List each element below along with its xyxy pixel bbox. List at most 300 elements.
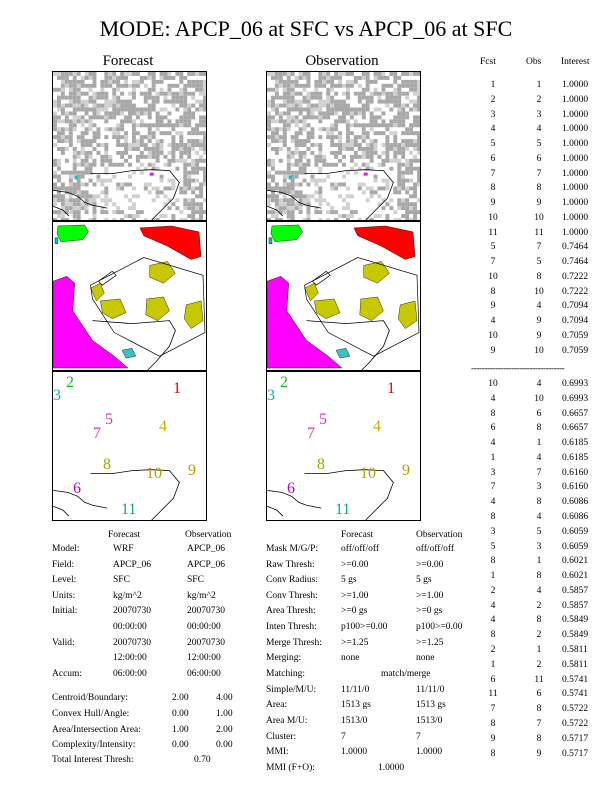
raw-field-cell bbox=[283, 183, 287, 187]
info-fcst-value: WRF bbox=[113, 544, 134, 554]
raw-field-cell bbox=[152, 108, 156, 112]
raw-field-cell bbox=[164, 186, 168, 190]
raw-field-cell bbox=[89, 119, 93, 123]
raw-field-cell bbox=[53, 135, 57, 139]
raw-field-cell bbox=[183, 100, 187, 104]
raw-field-cell bbox=[136, 123, 140, 127]
raw-field-cell bbox=[322, 111, 326, 115]
raw-field-cell bbox=[413, 194, 417, 198]
raw-field-cell bbox=[152, 151, 156, 155]
raw-field-cell bbox=[385, 84, 389, 88]
raw-field-cell bbox=[314, 88, 318, 92]
raw-field-cell bbox=[124, 159, 128, 163]
raw-field-cell bbox=[77, 108, 81, 112]
raw-field-cell bbox=[362, 131, 366, 135]
raw-field-cell bbox=[57, 159, 61, 163]
raw-field-cell bbox=[295, 76, 299, 80]
raw-field-cell bbox=[144, 76, 148, 80]
raw-field-cell bbox=[199, 84, 203, 88]
raw-field-cell bbox=[171, 92, 175, 96]
raw-field-cell bbox=[405, 171, 409, 175]
raw-field-cell bbox=[310, 175, 314, 179]
raw-field-cell bbox=[389, 131, 393, 135]
raw-field-cell bbox=[295, 123, 299, 127]
raw-field-cell bbox=[152, 72, 156, 76]
raw-field-cell bbox=[183, 88, 187, 92]
raw-field-cell bbox=[124, 76, 128, 80]
raw-field-cell bbox=[73, 218, 77, 220]
raw-field-cell bbox=[132, 202, 136, 206]
object-id-label: 9 bbox=[402, 462, 410, 479]
raw-field-cell bbox=[358, 92, 362, 96]
raw-field-cell bbox=[362, 155, 366, 159]
raw-field-cell bbox=[183, 108, 187, 112]
raw-field-cell bbox=[57, 115, 61, 119]
raw-field-cell bbox=[299, 72, 303, 76]
raw-field-cell bbox=[199, 210, 203, 214]
raw-field-cell bbox=[81, 119, 85, 123]
raw-field-cell bbox=[303, 84, 307, 88]
raw-field-cell bbox=[156, 155, 160, 159]
raw-field-cell bbox=[330, 183, 334, 187]
raw-field-cell bbox=[152, 155, 156, 159]
raw-field-cell bbox=[378, 131, 382, 135]
raw-field-cell bbox=[77, 139, 81, 143]
matching-value: match/merge bbox=[381, 669, 431, 679]
raw-field-cell bbox=[120, 127, 124, 131]
info-obs-value: APCP_06 bbox=[187, 560, 226, 570]
table-row bbox=[474, 496, 612, 511]
raw-field-cell bbox=[271, 198, 275, 202]
raw-field-cell bbox=[405, 206, 409, 210]
raw-field-cell bbox=[156, 127, 160, 131]
table-cell-fcst: 4 bbox=[490, 615, 496, 626]
mmi-fo-label: MMI (F+O): bbox=[266, 763, 315, 773]
raw-field-cell bbox=[267, 100, 271, 104]
raw-field-cell bbox=[85, 194, 89, 198]
raw-field-cell bbox=[140, 163, 144, 167]
raw-field-cell bbox=[85, 131, 89, 135]
raw-field-cell bbox=[307, 108, 311, 112]
table-cell-fcst: 5 bbox=[490, 541, 496, 552]
raw-field-cell bbox=[291, 100, 295, 104]
table-cell-interest: 0.6657 bbox=[562, 423, 589, 434]
raw-field-cell bbox=[203, 171, 206, 175]
raw-field-cell bbox=[128, 119, 132, 123]
raw-field-cell bbox=[314, 159, 318, 163]
raw-field-cell bbox=[93, 183, 97, 187]
raw-field-cell bbox=[108, 76, 112, 80]
table-cell-interest: 0.6021 bbox=[562, 571, 589, 582]
raw-field-cell bbox=[85, 108, 89, 112]
raw-field-cell bbox=[326, 210, 330, 214]
raw-field-cell bbox=[287, 100, 291, 104]
raw-field-cell bbox=[287, 72, 291, 76]
raw-field-cell bbox=[120, 108, 124, 112]
table-cell-obs: 4 bbox=[536, 379, 542, 389]
raw-field-cell bbox=[271, 147, 275, 151]
raw-field-cell bbox=[183, 84, 187, 88]
raw-field-cell bbox=[287, 151, 291, 155]
raw-field-cell bbox=[267, 218, 271, 220]
raw-field-cell bbox=[156, 190, 160, 194]
table-cell-fcst: 7 bbox=[490, 168, 496, 179]
raw-field-cell bbox=[187, 72, 191, 76]
raw-field-cell bbox=[271, 96, 275, 100]
raw-field-cell bbox=[175, 143, 179, 147]
table-cell-obs: 8 bbox=[536, 423, 542, 434]
raw-field-cell bbox=[104, 84, 108, 88]
raw-field-cell bbox=[287, 218, 291, 220]
table-cell-obs: 6 bbox=[536, 689, 542, 700]
raw-field-cell bbox=[144, 92, 148, 96]
raw-field-cell bbox=[338, 115, 342, 119]
raw-field-cell bbox=[53, 218, 57, 220]
raw-field-cell bbox=[57, 72, 61, 76]
raw-field-cell bbox=[132, 131, 136, 135]
raw-field-cell bbox=[53, 100, 57, 104]
raw-field-cell bbox=[69, 139, 73, 143]
raw-field-cell bbox=[104, 186, 108, 190]
raw-field-cell bbox=[61, 183, 65, 187]
raw-field-cell bbox=[140, 80, 144, 84]
raw-field-cell bbox=[191, 202, 195, 206]
raw-field-cell bbox=[350, 131, 354, 135]
raw-field-cell bbox=[61, 131, 65, 135]
raw-field-cell bbox=[362, 147, 366, 151]
table-row bbox=[474, 408, 612, 423]
raw-field-cell bbox=[128, 198, 132, 202]
raw-field-cell bbox=[187, 171, 191, 175]
raw-field-cell bbox=[291, 84, 295, 88]
raw-field-cell bbox=[370, 186, 374, 190]
object-id-label: 5 bbox=[319, 411, 327, 428]
raw-field-cell bbox=[53, 88, 57, 92]
raw-field-cell bbox=[389, 72, 393, 76]
raw-field-cell bbox=[69, 198, 73, 202]
raw-field-cell bbox=[307, 214, 311, 218]
raw-field-cell bbox=[287, 214, 291, 218]
object-id-label: 7 bbox=[93, 425, 101, 442]
raw-field-cell bbox=[283, 179, 287, 183]
object-id-label: 8 bbox=[317, 456, 325, 473]
raw-field-cell bbox=[283, 88, 287, 92]
raw-field-cell bbox=[93, 92, 97, 96]
raw-field-cell bbox=[152, 76, 156, 80]
raw-field-cell bbox=[69, 183, 73, 187]
raw-field-cell bbox=[401, 147, 405, 151]
object-1 bbox=[140, 226, 201, 260]
raw-field-cell bbox=[164, 96, 168, 100]
raw-field-cell bbox=[53, 143, 57, 147]
raw-field-cell bbox=[275, 80, 279, 84]
raw-field-cell bbox=[350, 108, 354, 112]
raw-field-cell bbox=[104, 76, 108, 80]
table-row bbox=[474, 748, 612, 763]
raw-field-cell bbox=[112, 175, 116, 179]
raw-field-cell bbox=[112, 218, 116, 220]
object-8 bbox=[100, 299, 126, 319]
raw-field-cell bbox=[322, 80, 326, 84]
raw-field-cell bbox=[350, 210, 354, 214]
raw-field-cell bbox=[100, 115, 104, 119]
raw-field-cell bbox=[314, 108, 318, 112]
raw-field-cell bbox=[69, 84, 73, 88]
raw-field-cell bbox=[93, 210, 97, 214]
raw-field-cell bbox=[171, 147, 175, 151]
object-id-label: 8 bbox=[103, 456, 111, 473]
raw-field-cell bbox=[283, 139, 287, 143]
raw-field-cell bbox=[417, 179, 420, 183]
raw-field-cell bbox=[330, 206, 334, 210]
table-row bbox=[474, 452, 612, 467]
raw-field-cell bbox=[275, 72, 279, 76]
raw-field-cell bbox=[136, 214, 140, 218]
raw-field-cell bbox=[370, 151, 374, 155]
raw-field-cell bbox=[342, 143, 346, 147]
raw-field-cell bbox=[275, 104, 279, 108]
raw-field-cell bbox=[104, 151, 108, 155]
raw-field-cell bbox=[405, 214, 409, 218]
raw-field-cell bbox=[314, 80, 318, 84]
raw-field-cell bbox=[85, 72, 89, 76]
raw-field-cell bbox=[381, 151, 385, 155]
raw-field-cell bbox=[187, 147, 191, 151]
table-cell-obs: 8 bbox=[536, 733, 542, 744]
raw-field-cell bbox=[148, 135, 152, 139]
raw-field-cell bbox=[299, 100, 303, 104]
raw-field-cell bbox=[57, 210, 61, 214]
raw-field-cell bbox=[275, 88, 279, 92]
raw-field-cell bbox=[279, 218, 283, 220]
raw-field-cell bbox=[183, 104, 187, 108]
raw-field-cell bbox=[303, 119, 307, 123]
raw-field-cell bbox=[287, 108, 291, 112]
raw-field-cell bbox=[85, 84, 89, 88]
raw-field-cell bbox=[183, 175, 187, 179]
raw-field-cell bbox=[303, 127, 307, 131]
raw-field-cell bbox=[199, 155, 203, 159]
table-cell-fcst: 1 bbox=[490, 659, 496, 670]
raw-field-cell bbox=[77, 88, 81, 92]
raw-field-cell bbox=[85, 198, 89, 202]
object-id-label: 1 bbox=[387, 380, 395, 397]
raw-field-cell bbox=[417, 151, 420, 155]
raw-field-cell bbox=[85, 111, 89, 115]
raw-field-cell bbox=[112, 210, 116, 214]
raw-field-cell bbox=[338, 194, 342, 198]
raw-field-cell bbox=[405, 163, 409, 167]
raw-field-cell bbox=[370, 139, 374, 143]
raw-field-cell bbox=[152, 147, 156, 151]
raw-field-cell bbox=[370, 127, 374, 131]
raw-field-cell bbox=[148, 88, 152, 92]
raw-field-cell bbox=[136, 111, 140, 115]
raw-field-cell bbox=[338, 159, 342, 163]
raw-field-cell bbox=[112, 202, 116, 206]
table-row bbox=[474, 674, 612, 689]
raw-field-cell bbox=[279, 159, 283, 163]
raw-field-cell bbox=[116, 76, 120, 80]
raw-field-cell bbox=[199, 183, 203, 187]
raw-field-cell bbox=[389, 100, 393, 104]
raw-field-cell bbox=[275, 147, 279, 151]
raw-field-cell bbox=[120, 210, 124, 214]
raw-field-cell bbox=[136, 131, 140, 135]
raw-field-cell bbox=[409, 159, 413, 163]
raw-field-cell bbox=[322, 104, 326, 108]
raw-field-cell bbox=[136, 108, 140, 112]
raw-field-cell bbox=[156, 119, 160, 123]
raw-field-cell bbox=[283, 100, 287, 104]
raw-field-cell bbox=[77, 100, 81, 104]
raw-field-cell bbox=[93, 206, 97, 210]
raw-field-cell bbox=[287, 167, 291, 171]
raw-field-cell bbox=[283, 171, 287, 175]
raw-field-cell bbox=[267, 135, 271, 139]
raw-field-cell bbox=[199, 72, 203, 76]
raw-field-cell bbox=[112, 100, 116, 104]
table-cell-obs: 8 bbox=[536, 183, 542, 194]
table-row bbox=[474, 153, 612, 168]
raw-field-cell bbox=[144, 183, 148, 187]
raw-field-cell bbox=[385, 139, 389, 143]
raw-field-cell bbox=[374, 80, 378, 84]
raw-field-cell bbox=[132, 123, 136, 127]
raw-field-cell bbox=[195, 80, 199, 84]
raw-field-cell bbox=[346, 139, 350, 143]
raw-field-cell bbox=[318, 151, 322, 155]
raw-field-cell bbox=[53, 175, 57, 179]
raw-field-cell bbox=[156, 218, 160, 220]
raw-field-cell bbox=[318, 155, 322, 159]
raw-field-cell bbox=[307, 159, 311, 163]
raw-field-cell bbox=[299, 210, 303, 214]
raw-field-cell bbox=[330, 151, 334, 155]
raw-field-cell bbox=[267, 183, 271, 187]
object-id-label: 4 bbox=[373, 418, 381, 435]
param-obs-value: >=0.00 bbox=[416, 560, 444, 570]
raw-field-cell bbox=[401, 72, 405, 76]
raw-field-cell bbox=[310, 194, 314, 198]
raw-field-cell bbox=[279, 139, 283, 143]
raw-field-cell bbox=[93, 131, 97, 135]
raw-field-cell bbox=[191, 92, 195, 96]
raw-field-cell bbox=[140, 210, 144, 214]
raw-field-cell bbox=[350, 155, 354, 159]
raw-field-cell bbox=[342, 104, 346, 108]
raw-field-cell bbox=[144, 108, 148, 112]
raw-field-cell bbox=[120, 151, 124, 155]
raw-field-cell bbox=[183, 159, 187, 163]
table-cell-obs: 1 bbox=[536, 556, 542, 567]
raw-field-cell bbox=[156, 147, 160, 151]
raw-field-cell bbox=[350, 194, 354, 198]
raw-field-cell bbox=[342, 214, 346, 218]
raw-field-cell bbox=[77, 163, 81, 167]
raw-field-cell bbox=[81, 139, 85, 143]
raw-field-cell bbox=[116, 210, 120, 214]
raw-field-cell bbox=[144, 111, 148, 115]
raw-field-cell bbox=[203, 139, 206, 143]
raw-field-cell bbox=[358, 135, 362, 139]
raw-field-cell bbox=[318, 218, 322, 220]
raw-field-cell bbox=[409, 84, 413, 88]
raw-field-cell bbox=[199, 167, 203, 171]
raw-field-cell bbox=[405, 210, 409, 214]
raw-field-cell bbox=[132, 104, 136, 108]
raw-field-cell bbox=[409, 186, 413, 190]
raw-field-cell bbox=[77, 135, 81, 139]
raw-field-cell bbox=[307, 104, 311, 108]
raw-field-cell bbox=[409, 88, 413, 92]
raw-field-cell bbox=[318, 159, 322, 163]
info-obs-value: APCP_06 bbox=[187, 544, 226, 554]
raw-field-cell bbox=[171, 104, 175, 108]
raw-field-cell bbox=[108, 127, 112, 131]
raw-field-cell bbox=[140, 143, 144, 147]
raw-field-cell bbox=[96, 131, 100, 135]
raw-field-cell bbox=[69, 80, 73, 84]
raw-field-cell bbox=[77, 198, 81, 202]
object-id-label: 11 bbox=[335, 501, 351, 518]
raw-field-cell bbox=[307, 194, 311, 198]
raw-field-cell bbox=[81, 143, 85, 147]
raw-field-cell bbox=[156, 92, 160, 96]
raw-field-cell bbox=[417, 147, 420, 151]
table-row bbox=[474, 378, 612, 393]
raw-field-cell bbox=[179, 131, 183, 135]
raw-field-cell bbox=[279, 72, 283, 76]
table-cell-interest: 0.6185 bbox=[562, 438, 589, 449]
raw-field-cell bbox=[393, 76, 397, 80]
raw-field-cell bbox=[401, 202, 405, 206]
raw-field-cell bbox=[100, 155, 104, 159]
info-obs-value: SFC bbox=[187, 575, 204, 585]
raw-field-cell bbox=[346, 171, 350, 175]
raw-field-cell bbox=[199, 100, 203, 104]
raw-field-cell bbox=[96, 143, 100, 147]
raw-field-cell bbox=[354, 210, 358, 214]
raw-field-cell bbox=[393, 190, 397, 194]
raw-field-cell bbox=[100, 198, 104, 202]
table-row bbox=[474, 629, 612, 644]
raw-field-cell bbox=[140, 139, 144, 143]
raw-field-cell bbox=[366, 198, 370, 202]
raw-field-cell bbox=[183, 186, 187, 190]
raw-field-cell bbox=[89, 198, 93, 202]
table-cell-interest: 0.5811 bbox=[562, 645, 588, 656]
raw-field-cell bbox=[85, 155, 89, 159]
raw-field-cell bbox=[195, 143, 199, 147]
raw-field-cell bbox=[85, 159, 89, 163]
raw-field-cell bbox=[295, 108, 299, 112]
raw-field-cell bbox=[318, 179, 322, 183]
table-row bbox=[474, 256, 612, 271]
raw-field-cell bbox=[195, 159, 199, 163]
raw-field-cell bbox=[179, 115, 183, 119]
param-obs-value: >=1.00 bbox=[416, 591, 444, 601]
table-row bbox=[474, 659, 612, 674]
raw-field-cell bbox=[354, 80, 358, 84]
raw-field-cell bbox=[179, 210, 183, 214]
raw-field-cell bbox=[378, 202, 382, 206]
stat-fcst-value: 1.0000 bbox=[341, 747, 368, 757]
table-cell-fcst: 9 bbox=[490, 733, 496, 744]
raw-field-cell bbox=[89, 72, 93, 76]
raw-field-cell bbox=[179, 92, 183, 96]
raw-field-cell bbox=[116, 100, 120, 104]
